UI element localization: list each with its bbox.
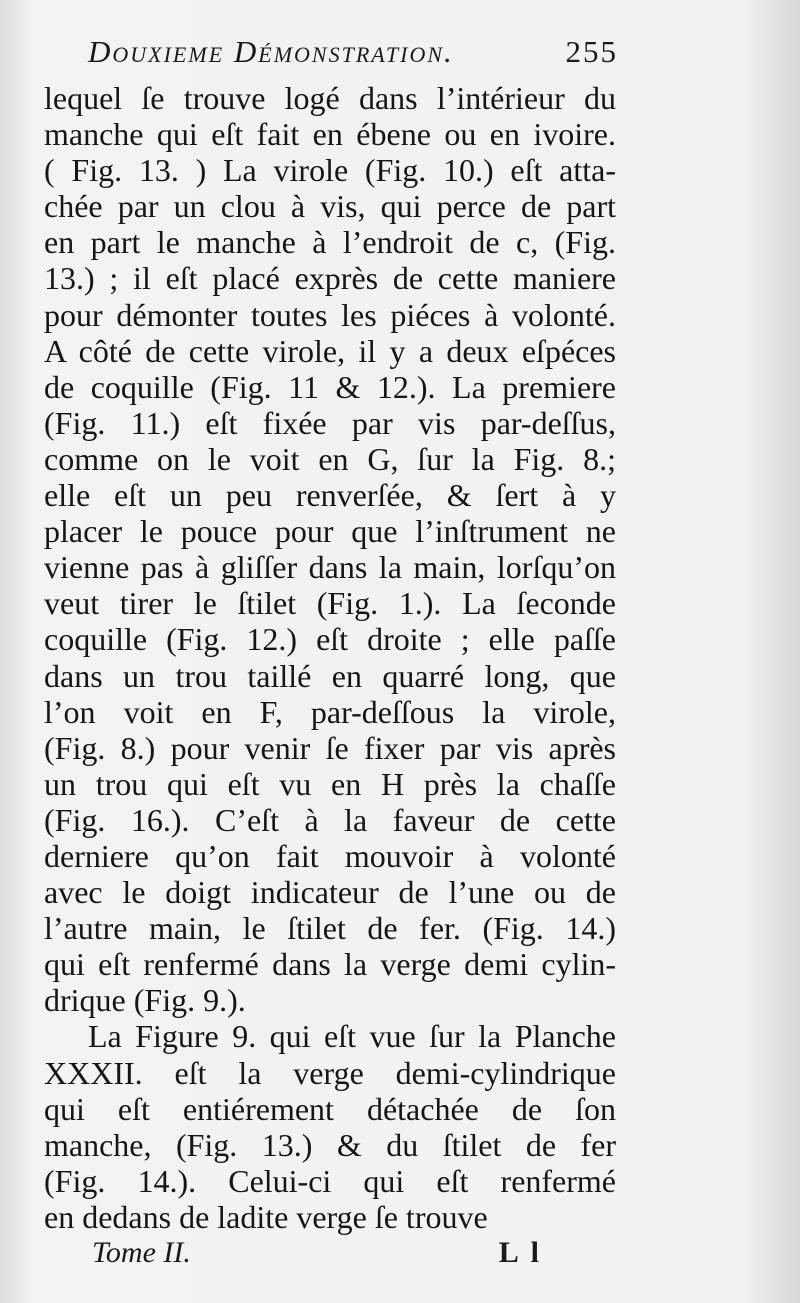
text-line: vienne pas à gliſſer dans la main, lorſqu’on — [44, 549, 616, 586]
text-line: (Fig. 8.) pour venir ſe fixer par vis après — [44, 729, 616, 766]
text-line: elle eſt un peu renverſée, & ſert à y — [44, 477, 616, 514]
text-line: dans un trou taillé en quarré long, que — [44, 657, 616, 694]
text-line: en part le manche à l’endroit de c, (Fig. — [44, 224, 616, 261]
text-line: pour démonter toutes les piéces à volonté. — [44, 296, 616, 333]
paragraph — [44, 80, 616, 1018]
page-number: 255 — [565, 34, 618, 69]
text-line: La Figure 9. qui eſt vue ſur la Planche — [88, 1018, 616, 1055]
text-line: manche qui eſt fait en ébene ou en ivoire. — [44, 116, 616, 153]
text-line: avec le doigt indicateur de l’une ou de — [44, 874, 616, 911]
running-title: Douxieme Démonstration. — [88, 34, 454, 69]
text-line: placer le pouce pour que l’inſtrument ne — [44, 513, 616, 550]
text-line: A côté de cette virole, il y a deux eſpéces — [44, 332, 616, 369]
body-text — [44, 80, 616, 1235]
paragraph — [44, 1018, 616, 1235]
page-footer — [92, 1236, 612, 1270]
text-line: chée par un clou à vis, qui perce de part — [44, 188, 616, 225]
text-line: de coquille (Fig. 11 & 12.). La premiere — [44, 368, 616, 405]
text-line: manche, (Fig. 13.) & du ſtilet de fer — [44, 1126, 616, 1163]
text-line: XXXII. eſt la verge demi-cylindrique — [44, 1054, 616, 1091]
text-line: qui eſt entiérement détachée de ſon — [44, 1090, 616, 1127]
text-line: (Fig. 11.) eſt fixée par vis par-deſſus, — [44, 404, 616, 441]
text-line: coquille (Fig. 12.) eſt droite ; elle paſſe — [44, 621, 616, 658]
volume-label: Tome II. — [92, 1236, 191, 1269]
text-line: l’autre main, le ſtilet de fer. (Fig. 14.) — [44, 910, 616, 947]
text-line: 13.) ; il eſt placé exprès de cette maniere — [44, 260, 616, 297]
running-header — [88, 34, 618, 70]
text-line: veut tirer le ſtilet (Fig. 1.). La ſeconde — [44, 585, 616, 622]
text-line: l’on voit en F, par-deſſous la virole, — [44, 693, 616, 730]
text-line: drique (Fig. 9.). — [44, 982, 246, 1019]
text-line: un trou qui eſt vu en H près la chaſſe — [44, 765, 616, 802]
signature-mark: L l — [498, 1236, 542, 1269]
text-line: ( Fig. 13. ) La virole (Fig. 10.) eſt atta- — [44, 152, 616, 189]
text-line: comme on le voit en G, ſur la Fig. 8.; — [44, 440, 616, 477]
text-line: (Fig. 14.). Celui-ci qui eſt renfermé — [44, 1162, 616, 1199]
text-line: derniere qu’on fait mouvoir à volonté — [44, 837, 616, 874]
text-line: qui eſt renfermé dans la verge demi cylin- — [44, 946, 616, 983]
text-line: lequel ſe trouve logé dans l’intérieur du — [44, 80, 616, 116]
text-line: (Fig. 16.). C’eſt à la faveur de cette — [44, 801, 616, 838]
text-line: en dedans de ladite verge ſe trouve — [44, 1198, 488, 1235]
